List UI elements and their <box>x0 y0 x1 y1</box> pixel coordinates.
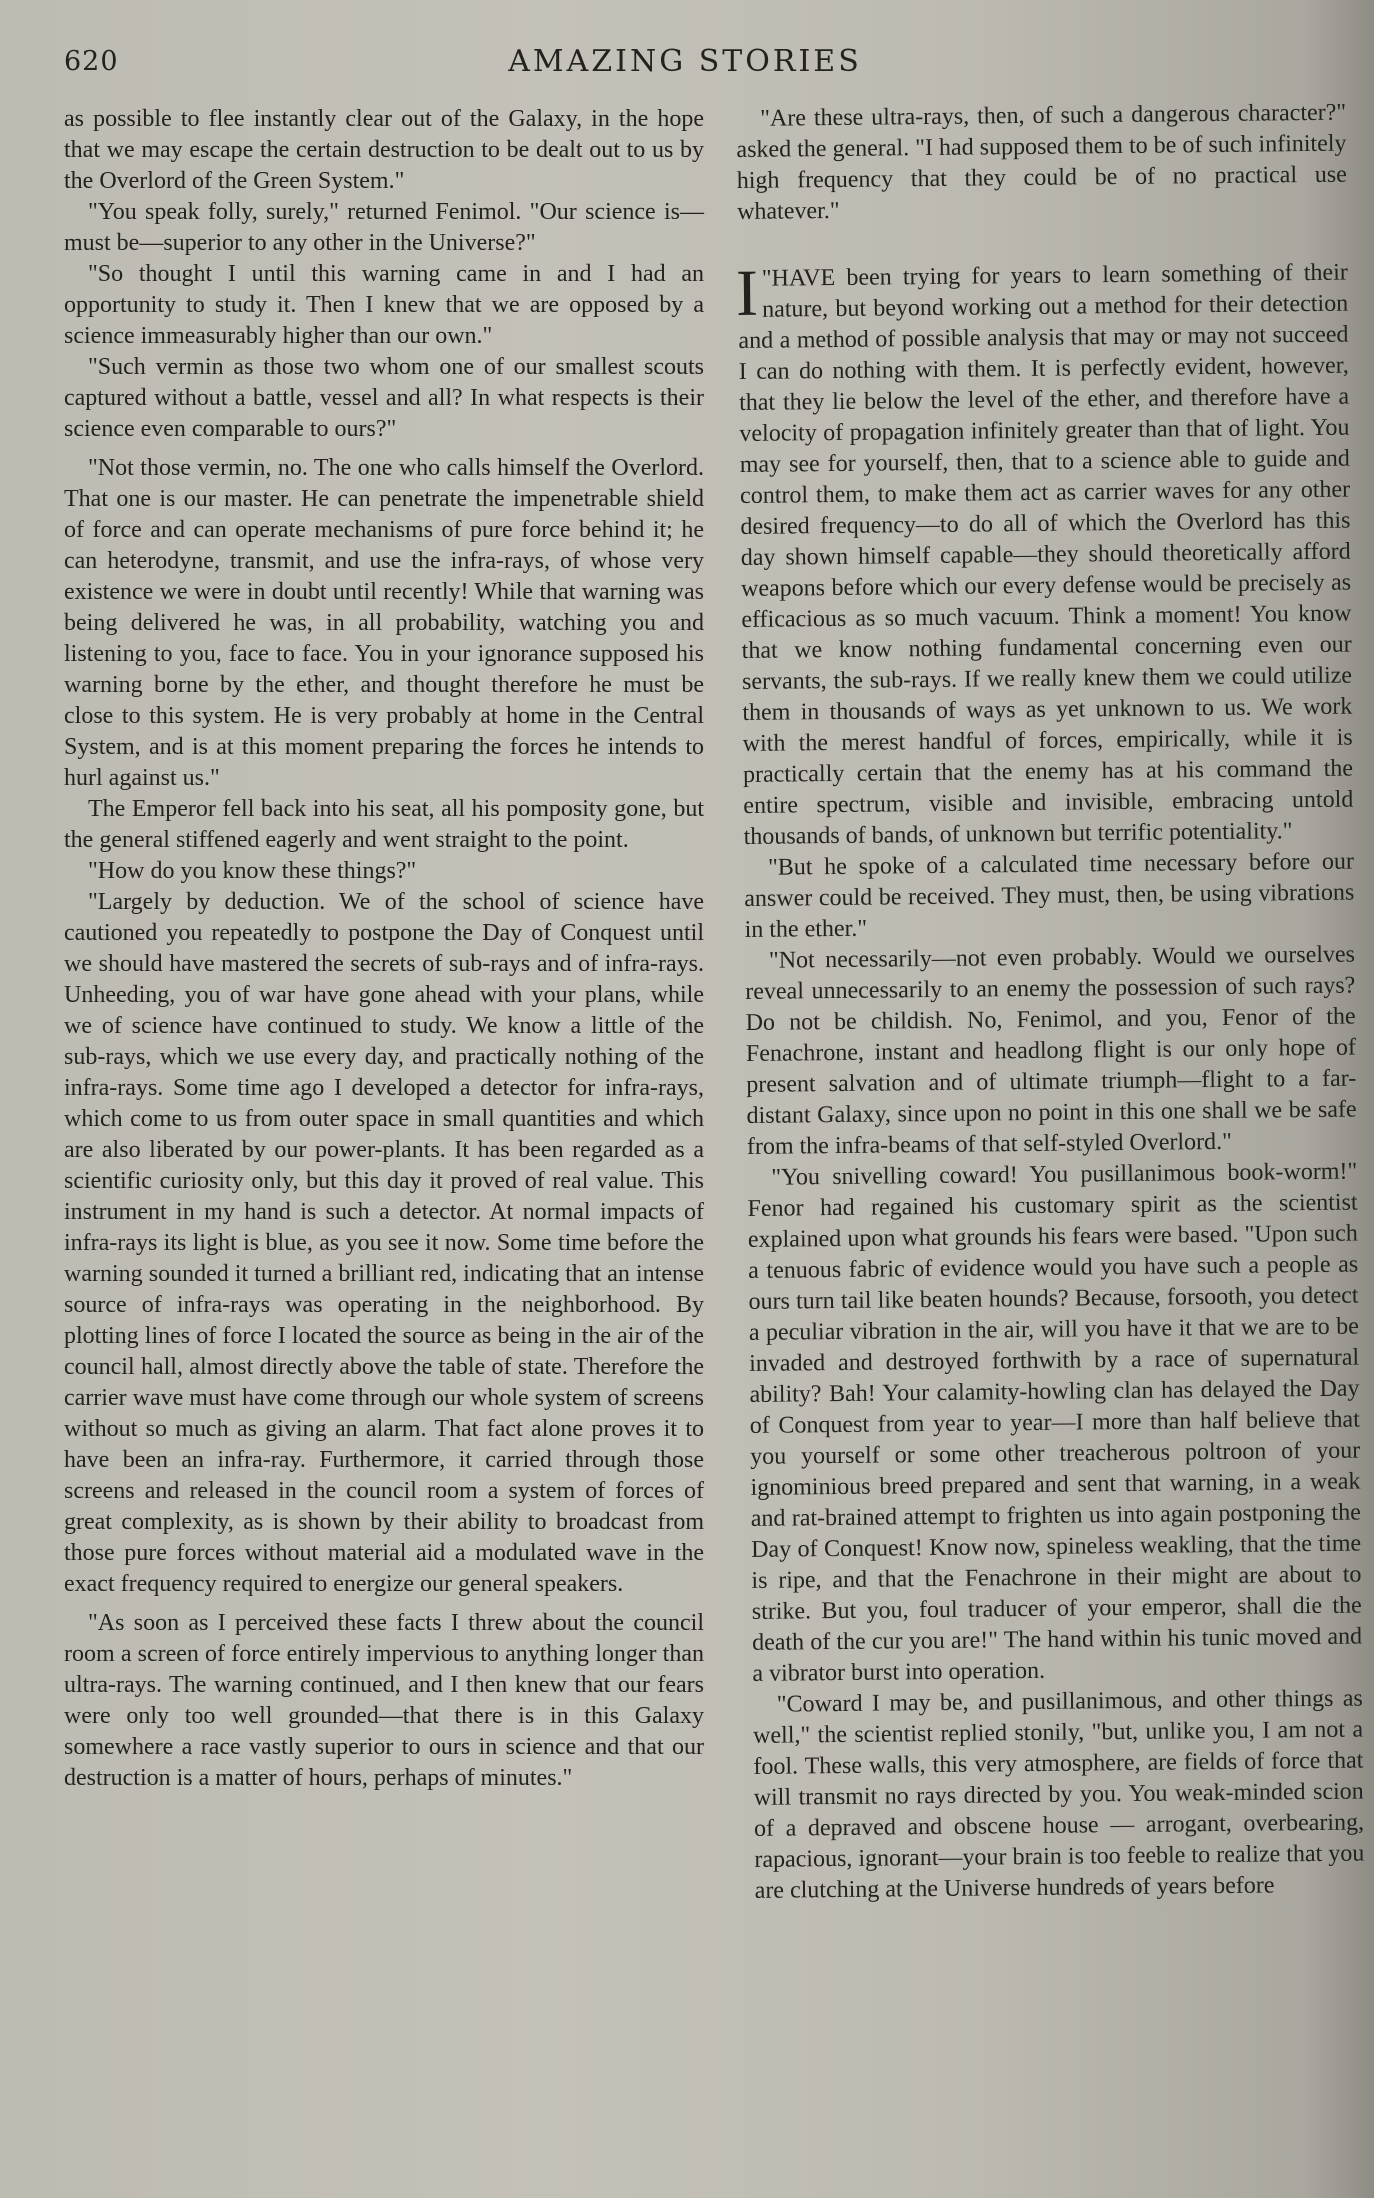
page-header <box>60 38 1310 88</box>
page-number: 620 <box>64 46 119 77</box>
paragraph: "How do you know these things?" <box>88 858 417 884</box>
paragraph: "Coward I may be, and pusillanimous, and other things as well," the scientist replied stonily, "but, unlike you, I am not a fool. These walls, this very atmosphere, are fields of force that will transmit no rays directed by you. You weak-minded scion of a depraved and obscene house — arrogant, overbearing, rapacious, ignorant—your brain is too feeble to realize that you are clutching at the Universe hundreds of years before <box>752 1685 1365 1904</box>
running-title: AMAZING STORIES <box>508 44 862 79</box>
dropcap-paragraph <box>735 256 1354 853</box>
paragraph: "Such vermin as those two whom one of our smallest scouts captured without a battle, vessel and all? In what respects is their science even comparable to ours?" <box>64 354 704 442</box>
paragraph: "Not necessarily—not even probably. Would we ourselves reveal unnecessarily to an enemy the possession of such rays? Do not be childish. No, Fenimol, and you, Fenor of the Fenachrone, instant and headlong flight is our only hope of present salvation and of ultimate triumph—flight to a far-distant Galaxy, since upon no point in this one shall we be safe from the infra-beams of that self-styled Overlord." <box>745 941 1357 1160</box>
paragraph: as possible to flee instantly clear out of the Galaxy, in the hope that we may escape the certain destruction to be dealt out to us by the Overlord of the Green System." <box>64 106 704 194</box>
paragraph: "As soon as I perceived these facts I threw about the council room a screen of force entirely impervious to anything longer than ultra-rays. The warning continued, and I then knew that our fears were only too well grounded—that there is in this Galaxy somewhere a race vastly superior to ours in science and that our destruction is a matter of hours, perhaps of minutes." <box>64 1610 704 1791</box>
dropcap-letter: I <box>735 256 759 331</box>
left-column <box>64 104 704 1794</box>
right-column <box>736 98 1365 1907</box>
paragraph: "Not those vermin, no. The one who calls himself the Overlord. That one is our master. He can penetrate the impenetrable shield of force and can operate mechanisms of pure force behind it; he can heterodyne, transmit, and use the infra-rays, of whose very existence we were in doubt until recently! While that warning was being delivered he was, in all probability, watching you and listening to you, face to face. You in your ignorance supposed his warning borne by the ether, and thought therefore he must be close to this system. He is very probably at home in the Central System, and is at this moment preparing the forces he intends to hurl against us." <box>64 455 704 791</box>
paragraph: "But he spoke of a calculated time necessary before our answer could be received. They must, then, be using vibrations in the ether." <box>744 848 1355 943</box>
paragraph: The Emperor fell back into his seat, all his pomposity gone, but the general stiffened eagerly and went straight to the point. <box>64 796 704 853</box>
paragraph: "You speak folly, surely," returned Fenimol. "Our science is—must be—superior to any other in the Universe?" <box>64 199 704 256</box>
paragraph: "Largely by deduction. We of the school of science have cautioned you repeatedly to postpone the Day of Conquest until we should have mastered the secrets of sub-rays and of infra-rays. Unheeding, you of war have gone ahead with your plans, while we of science have continued to study. We know a little of the sub-rays, which we use every day, and practically nothing of the infra-rays. Some time ago I developed a detector for infra-rays, which come to us from outer space in small quantities and which are also liberated by our power-plants. It has been regarded as a scientific curiosity only, but this day it proved of real value. This instrument in my hand is such a detector. At normal impacts of infra-rays its light is blue, as you see it now. Some time before the warning sounded it turned a brilliant red, indicating that an intense source of infra-rays was operating in the neighborhood. By plotting lines of force I located the source as being in the air of the council hall, almost directly above the table of state. Therefore the carrier wave must have come through our whole system of screens without so much as giving an alarm. That fact alone proves it to have been an infra-ray. Furthermore, it carried through those screens and released in the council room a system of forces of great complexity, as is shown by their ability to broadcast from those pure forces without material aid a modulated wave in the exact frequency required to energize our general speakers. <box>64 889 704 1597</box>
paragraph: "So thought I until this warning came in and I had an opportunity to study it. Then I knew that we are opposed by a science immeasurably higher than our own." <box>64 261 704 349</box>
dropcap-quote: " <box>761 265 772 292</box>
paragraph: "Are these ultra-rays, then, of such a dangerous character?" asked the general. "I had supposed them to be of such infinitely high frequency that they could be of no practical use whatever." <box>736 99 1347 225</box>
dropcap-text: HAVE been trying for years to learn something of their nature, but beyond working out a method for their detection and a method of possible analysis that may or may not succeed I can do nothing with them. It is perfectly evident, however, that they lie below the level of the ether, and therefore have a velocity of propagation infinitely greater than that of light. You may see for yourself, then, that to a science able to guide and control them, to make them act as carrier waves for any other desired frequency—to do all of which the Overlord has this day shown himself capable—they should theoretically afford weapons before which our every defense would be precisely as efficacious as so much vacuum. Think a moment! You know that we know nothing fundamental concerning even our servants, the sub-rays. If we really knew them we could utilize them in thousands of ways as yet unknown to us. We work with the merest handful of forces, empirically, while it is practically certain that the enemy has at his command the entire spectrum, visible and invisible, embracing untold thousands of bands, of unknown but terrific potentiality." <box>738 259 1354 850</box>
paragraph: "You snivelling coward! You pusillanimous book-worm!" Fenor had regained his customary spirit as the scientist explained upon what grounds his fears were based. "Upon such a tenuous fabric of evidence would you have such a people as ours turn tail like beaten hounds? Because, forsooth, you detect a peculiar vibration in the air, will you have it that we are to be invaded and destroyed forthwith by a race of supernatural ability? Bah! Your calamity-howling clan has delayed the Day of Conquest from year to year—I more than half believe that you yourself or some other treacherous poltroon of your ignominious breed prepared and sent that warning, in a weak and rat-brained attempt to frighten us into again postponing the Day of Conquest! Know now, spineless weakling, that the time is ripe, and that the Fenachrone in their might are about to strike. But you, foul traducer of your emperor, shall die the death of the cur you are!" The hand within his tunic moved and a vibrator burst into operation. <box>747 1158 1363 1687</box>
